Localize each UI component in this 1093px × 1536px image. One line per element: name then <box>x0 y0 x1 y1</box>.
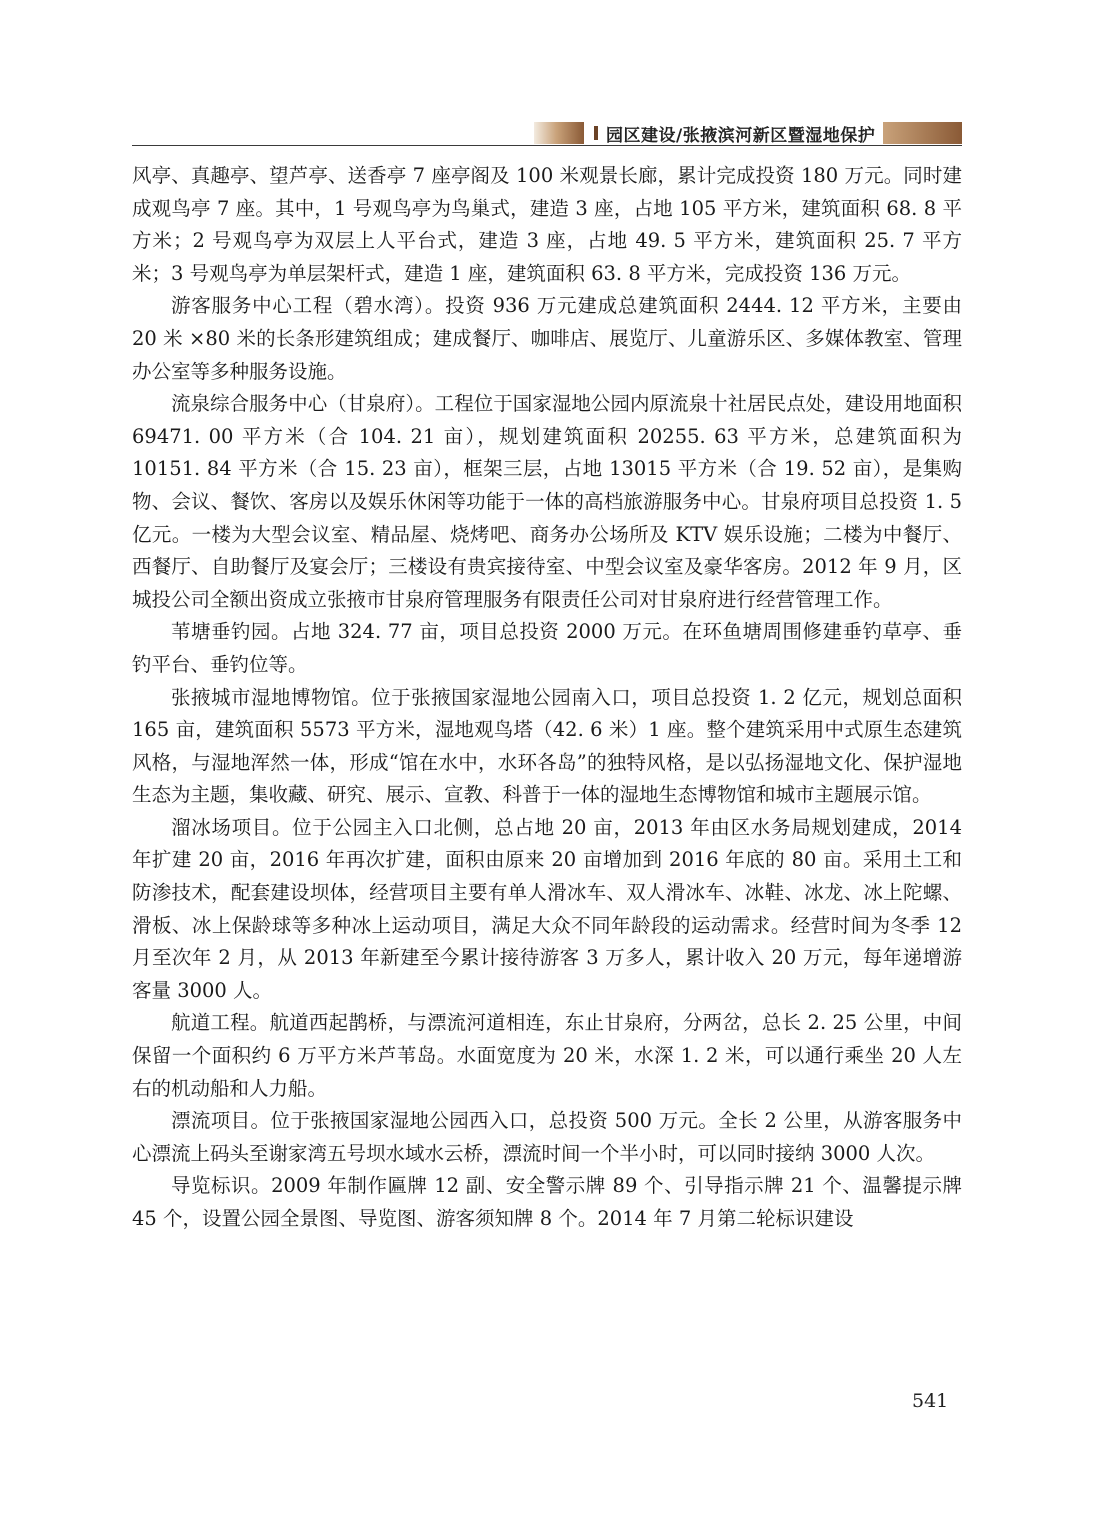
paragraph-wetland-museum: 张掖城市湿地博物馆。位于张掖国家湿地公园南入口，项目总投资 1. 2 亿元，规划总面积 165 亩，建筑面积 5573 平方米，湿地观鸟塔（42. 6 米）1 座。整个建筑采用中式原生态建筑风格，与湿地浑然一体，形成“馆在水中，水环各岛”的独特风格，是以弘扬湿地文化、保护湿地生态为主题，集收藏、研究、展示、宣教、科普于一体的湿地生态博物馆和城市主题展示馆。 <box>132 685 962 807</box>
header-band <box>534 122 962 144</box>
paragraph-visitor-center: 游客服务中心工程（碧水湾）。投资 936 万元建成总建筑面积 2444. 12 平方米，主要由 20 米 ×80 米的长条形建筑组成；建成餐厅、咖啡店、展览厅、儿童游乐区、多媒体教室、管理办公室等多种服务设施。 <box>132 294 962 383</box>
header-gradient-left <box>534 122 584 144</box>
paragraph-ice-rink: 溜冰场项目。位于公园主入口北侧，总占地 20 亩，2013 年由区水务局规划建成，2014 年扩建 20 亩，2016 年再次扩建，面积由原来 20 亩增加到 2016 年底的 80 亩。采用土工和防渗技术，配套建设坝体，经营项目主要有单人滑冰车、双人滑冰车、冰鞋、冰龙、冰上陀螺、滑板、冰上保龄球等多种冰上运动项目，满足大众不同年龄段的运动需求。经营时间为冬季 12 月至次年 2 月，从 2013 年新建至今累计接待游客 3 万多人，累计收入 20 万元，每年递增游客量 3000 人。 <box>132 815 962 1002</box>
section-title: 园区建设/张掖滨河新区暨湿地保护 <box>606 125 876 146</box>
header-marker <box>594 126 598 140</box>
page-number: 541 <box>912 1390 949 1412</box>
paragraph-waterway: 航道工程。航道西起鹊桥，与漂流河道相连，东止甘泉府，分两岔，总长 2. 25 公里，中间保留一个面积约 6 万平方米芦苇岛。水面宽度为 20 米，水深 1. 2 米，可以通行乘坐 20 人左右的机动船和人力船。 <box>132 1011 962 1100</box>
header-gradient-right <box>883 122 962 144</box>
running-header <box>132 120 962 146</box>
body-text <box>132 160 962 1236</box>
paragraph-signage: 导览标识。2009 年制作匾牌 12 副、安全警示牌 89 个、引导指示牌 21 个、温馨提示牌 45 个，设置公园全景图、导览图、游客须知牌 8 个。2014 年 7 月第二轮标识建设 <box>132 1174 962 1230</box>
paragraph-rafting: 漂流项目。位于张掖国家湿地公园西入口，总投资 500 万元。全长 2 公里，从游客服务中心漂流上码头至谢家湾五号坝水域水云桥，漂流时间一个半小时，可以同时接纳 3000 人次。 <box>132 1109 962 1165</box>
header-title-box <box>584 122 883 144</box>
header-rule <box>132 145 962 146</box>
paragraph-continued: 风亭、真趣亭、望芦亭、送香亭 7 座亭阁及 100 米观景长廊，累计完成投资 180 万元。同时建成观鸟亭 7 座。其中，1 号观鸟亭为鸟巢式，建造 3 座，占地 105 平方米，建筑面积 68. 8 平方米；2 号观鸟亭为双层上人平台式，建造 3 座，占地 49. 5 平方米，建筑面积 25. 7 平方米；3 号观鸟亭为单层架杆式，建造 1 座，建筑面积 63. 8 平方米，完成投资 136 万元。 <box>132 164 962 285</box>
paragraph-fishing-park: 苇塘垂钓园。占地 324. 77 亩，项目总投资 2000 万元。在环鱼塘周围修建垂钓草亭、垂钓平台、垂钓位等。 <box>132 620 962 676</box>
paragraph-ganquanfu: 流泉综合服务中心（甘泉府）。工程位于国家湿地公园内原流泉十社居民点处，建设用地面积 69471. 00 平方米（合 104. 21 亩），规划建筑面积 20255. 63 平方米，总建筑面积为 10151. 84 平方米（合 15. 23 亩），框架三层，占地 13015 平方米（合 19. 52 亩），是集购物、会议、餐饮、客房以及娱乐休闲等功能于一体的高档旅游服务中心。甘泉府项目总投资 1. 5 亿元。一楼为大型会议室、精品屋、烧烤吧、商务办公场所及 KTV 娱乐设施；二楼为中餐厅、西餐厅、自助餐厅及宴会厅；三楼设有贵宾接待室、中型会议室及豪华客房。2012 年 9 月，区城投公司全额出资成立张掖市甘泉府管理服务有限责任公司对甘泉府进行经营管理工作。 <box>132 392 962 611</box>
